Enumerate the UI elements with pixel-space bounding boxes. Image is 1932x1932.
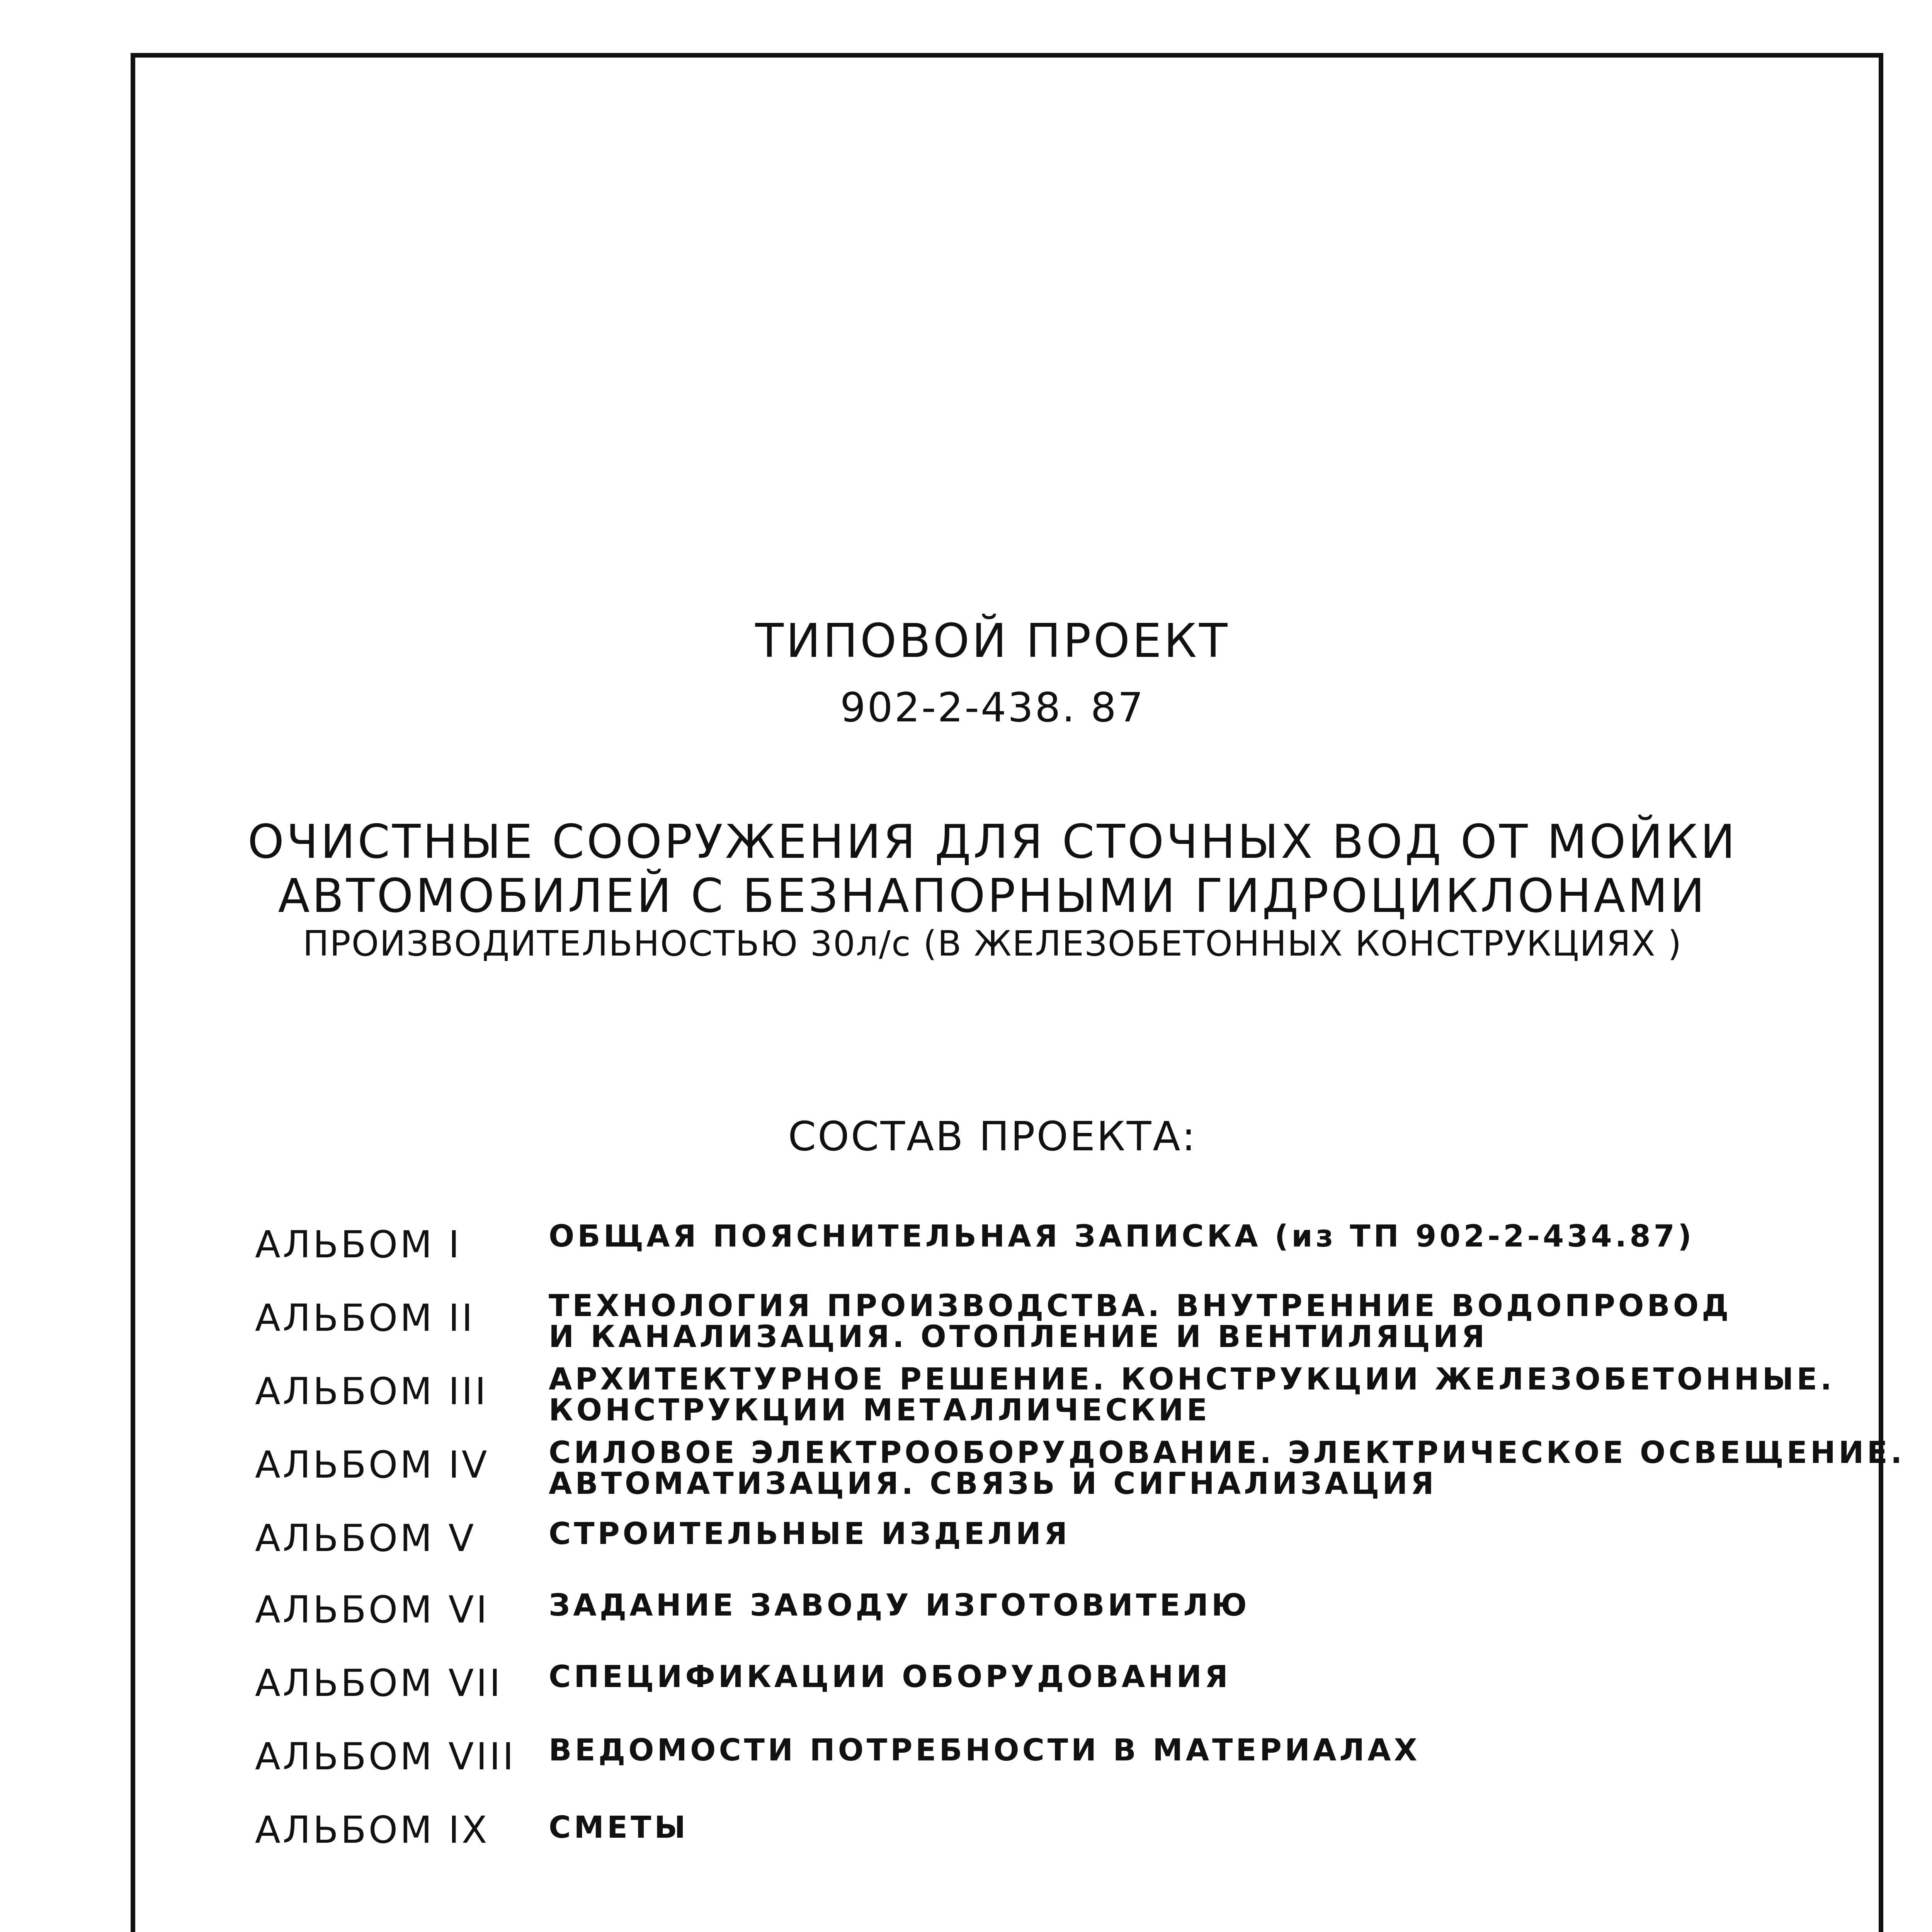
album-description: АВТОМАТИЗАЦИЯ. СВЯЗЬ И СИГНАЛИЗАЦИЯ bbox=[549, 1466, 1437, 1501]
album-description: СПЕЦИФИКАЦИИ ОБОРУДОВАНИЯ bbox=[549, 1660, 1231, 1694]
album-label: АЛЬБОМ II bbox=[255, 1296, 475, 1340]
page-frame bbox=[131, 53, 1883, 1932]
album-label: АЛЬБОМ IV bbox=[255, 1443, 490, 1486]
subject-line-1: ОЧИСТНЫЕ СООРУЖЕНИЯ ДЛЯ СТОЧНЫХ ВОД ОТ МОЙКИ bbox=[247, 815, 1738, 869]
album-description: КОНСТРУКЦИИ МЕТАЛЛИЧЕСКИЕ bbox=[549, 1393, 1211, 1428]
composition-heading: СОСТАВ ПРОЕКТА: bbox=[788, 1113, 1197, 1160]
album-label: АЛЬБОМ VI bbox=[255, 1588, 490, 1631]
album-label: АЛЬБОМ VIII bbox=[255, 1735, 516, 1778]
subject-line-3: ПРОИЗВОДИТЕЛЬНОСТЬЮ 30л/с (В ЖЕЛЕЗОБЕТОННЫХ КОНСТРУКЦИЯХ ) bbox=[303, 923, 1682, 964]
album-label: АЛЬБОМ V bbox=[255, 1517, 476, 1560]
album-description: СИЛОВОЕ ЭЛЕКТРООБОРУДОВАНИЕ. ЭЛЕКТРИЧЕСКОЕ ОСВЕЩЕНИЕ. bbox=[549, 1435, 1905, 1470]
project-type: ТИПОВОЙ ПРОЕКТ bbox=[755, 614, 1230, 668]
album-description: ТЕХНОЛОГИЯ ПРОИЗВОДСТВА. ВНУТРЕННИЕ ВОДОПРОВОД bbox=[549, 1289, 1732, 1323]
album-description: АРХИТЕКТУРНОЕ РЕШЕНИЕ. КОНСТРУКЦИИ ЖЕЛЕЗОБЕТОННЫЕ. bbox=[549, 1362, 1835, 1397]
album-label: АЛЬБОМ I bbox=[255, 1223, 462, 1266]
album-description: ВЕДОМОСТИ ПОТРЕБНОСТИ В МАТЕРИАЛАХ bbox=[549, 1733, 1420, 1768]
album-description: СМЕТЫ bbox=[549, 1810, 689, 1845]
album-label: АЛЬБОМ VII bbox=[255, 1662, 503, 1705]
project-number: 902-2-438. 87 bbox=[840, 684, 1145, 731]
album-label: АЛЬБОМ III bbox=[255, 1370, 488, 1413]
album-label: АЛЬБОМ IX bbox=[255, 1808, 490, 1852]
album-description: СТРОИТЕЛЬНЫЕ ИЗДЕЛИЯ bbox=[549, 1517, 1071, 1551]
subject-line-2: АВТОМОБИЛЕЙ С БЕЗНАПОРНЫМИ ГИДРОЦИКЛОНАМИ bbox=[278, 869, 1707, 923]
album-description: И КАНАЛИЗАЦИЯ. ОТОПЛЕНИЕ И ВЕНТИЛЯЦИЯ bbox=[549, 1320, 1488, 1354]
album-description: ЗАДАНИЕ ЗАВОДУ ИЗГОТОВИТЕЛЮ bbox=[549, 1588, 1250, 1623]
album-description: ОБЩАЯ ПОЯСНИТЕЛЬНАЯ ЗАПИСКА (из ТП 902-2-434.87) bbox=[549, 1219, 1695, 1254]
